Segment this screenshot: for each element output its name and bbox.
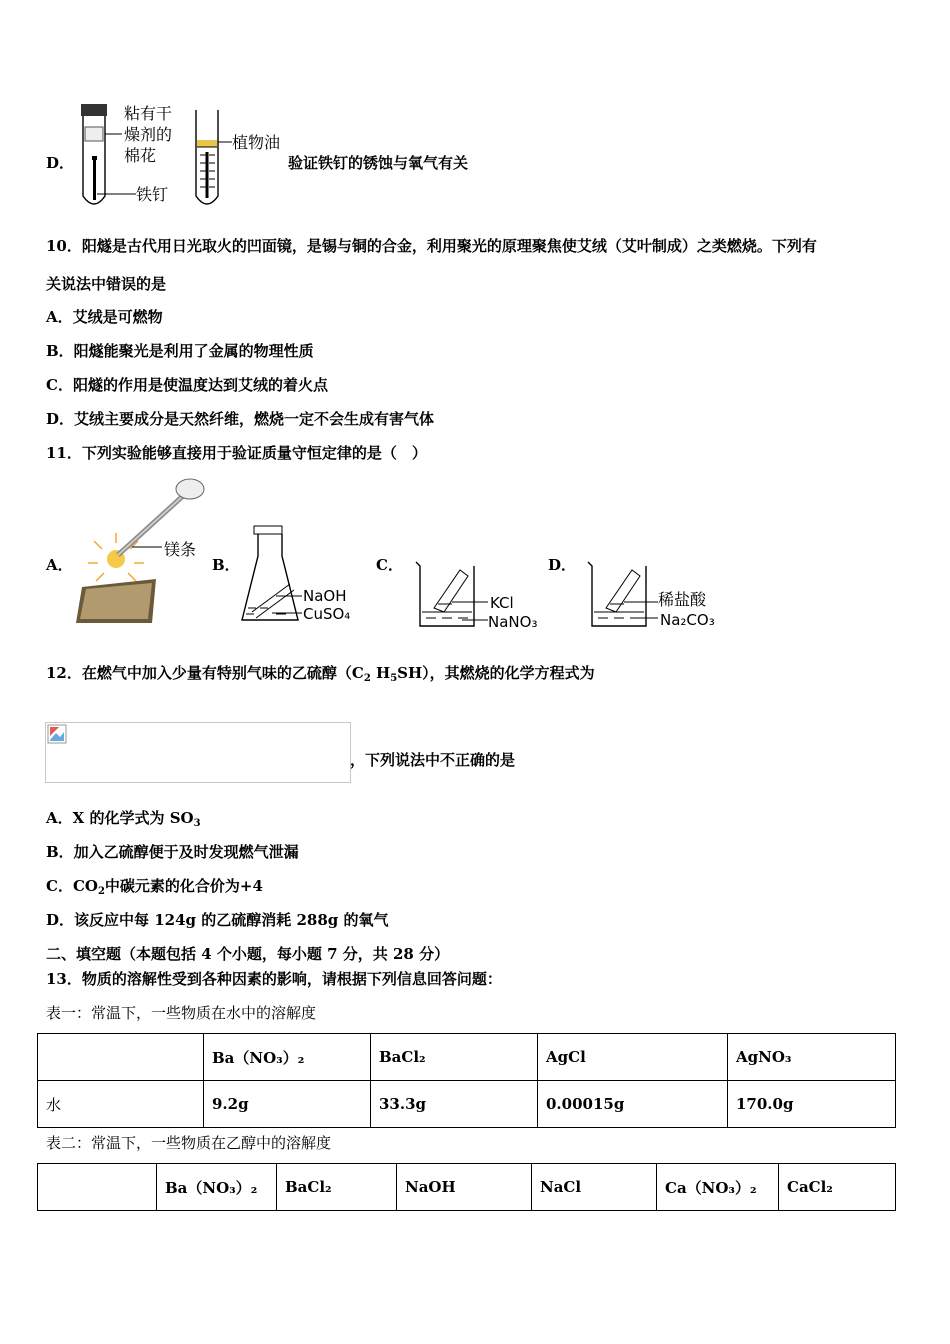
q11-stem: 11．下列实验能够直接用于验证质量守恒定律的是（ ） [46,444,427,462]
q11-letter-b: B． [212,556,240,574]
fig-label: 植物油 [232,133,281,152]
q10-option-c: C．阳燧的作用是使温度达到艾绒的着火点 [46,376,328,394]
label-cuso4: CuSO₄ [303,605,351,623]
table1-water-row [38,1081,896,1128]
fig-label: 铁钉 [136,185,169,204]
table-cell: Ba（NO₃）₂ [204,1034,371,1081]
q9-option-d-text: 验证铁钉的锈蚀与氧气有关 [288,154,469,172]
table-cell: 9.2g [204,1081,371,1128]
table1-header-row [38,1034,896,1081]
q10-stem-line2: 关说法中错误的是 [46,275,167,293]
label-nano3: NaNO₃ [488,613,538,631]
q11-letter-c: C． [376,556,403,574]
table1 [37,1033,896,1128]
table-cell [38,1164,157,1211]
q11-figure-d [584,560,724,632]
q10-option-d: D．艾绒主要成分是天然纤维，燃烧一定不会生成有害气体 [46,410,435,428]
table-cell: AgCl [538,1034,728,1081]
q11-figure-a [72,475,212,627]
table-cell: NaCl [532,1164,657,1211]
rust-experiment-figure [74,100,289,215]
table-cell: CaCl₂ [779,1164,896,1211]
q12-option-a: A．X 的化学式为 $SO_3$ [46,809,201,829]
table2 [37,1163,896,1211]
label-hcl: 稀盐酸 [658,590,707,609]
table2-caption: 表二：常温下，一些物质在乙醇中的溶解度 [46,1134,332,1152]
q12-option-c: C．$CO_2$中碳元素的化合价为+4 [46,877,263,897]
table-cell: 0.00015g [538,1081,728,1128]
table-cell: 33.3g [371,1081,538,1128]
fig-label: 棉花 [124,146,157,165]
table-cell [38,1034,204,1081]
q11-figure-b [236,520,366,630]
section2-title: 二、填空题（本题包括 4 个小题，每小题 7 分，共 28 分） [46,945,450,963]
q12-after-image-text: ，下列说法中不正确的是 [350,751,516,769]
table-cell: NaOH [397,1164,532,1211]
q10-stem-line1: 10．阳燧是古代用日光取火的凹面镜，是锡与铜的合金，利用聚光的原理聚焦使艾绒（艾叶制成）之类燃烧。下列有 [46,237,817,255]
table-cell: Ba（NO₃）₂ [157,1164,277,1211]
table-cell: BaCl₂ [371,1034,538,1081]
table-cell: 170.0g [728,1081,896,1128]
label-kcl: KCl [490,594,514,612]
q11-figure-c [412,560,552,632]
q10-option-a: A．艾绒是可燃物 [46,308,163,326]
broken-image-icon [47,724,67,744]
q13-stem: 13．物质的溶解性受到各种因素的影响，请根据下列信息回答问题： [46,970,502,988]
q11-letter-d: D． [548,556,577,574]
label-na2co3: Na₂CO₃ [660,611,715,629]
label-magnesium: 镁条 [164,540,197,559]
table-cell: Ca（NO₃）₂ [657,1164,779,1211]
table2-header-row [38,1164,896,1211]
table-cell: BaCl₂ [277,1164,397,1211]
equation-image-placeholder [45,722,351,783]
table-cell: AgNO₃ [728,1034,896,1081]
table-cell: 水 [38,1081,204,1128]
q10-option-b: B．阳燧能聚光是利用了金属的物理性质 [46,342,314,360]
fig-label: 燥剂的 [124,125,173,144]
fig-label: 粘有干 [124,104,173,123]
q12-stem: 12．在燃气中加入少量有特别气味的乙硫醇（$C_2$ $H_5SH$），其燃烧的化学方程式为 [46,664,595,684]
table1-caption: 表一：常温下，一些物质在水中的溶解度 [46,1004,317,1022]
q9-option-d-letter: D． [46,154,75,172]
stopper-shape [81,104,107,116]
label-naoh: NaOH [303,587,347,605]
q12-option-b: B．加入乙硫醇便于及时发现燃气泄漏 [46,843,299,861]
q12-option-d: D．该反应中每 124g 的乙硫醇消耗 288g 的氧气 [46,911,389,929]
q11-letter-a: A． [46,556,73,574]
